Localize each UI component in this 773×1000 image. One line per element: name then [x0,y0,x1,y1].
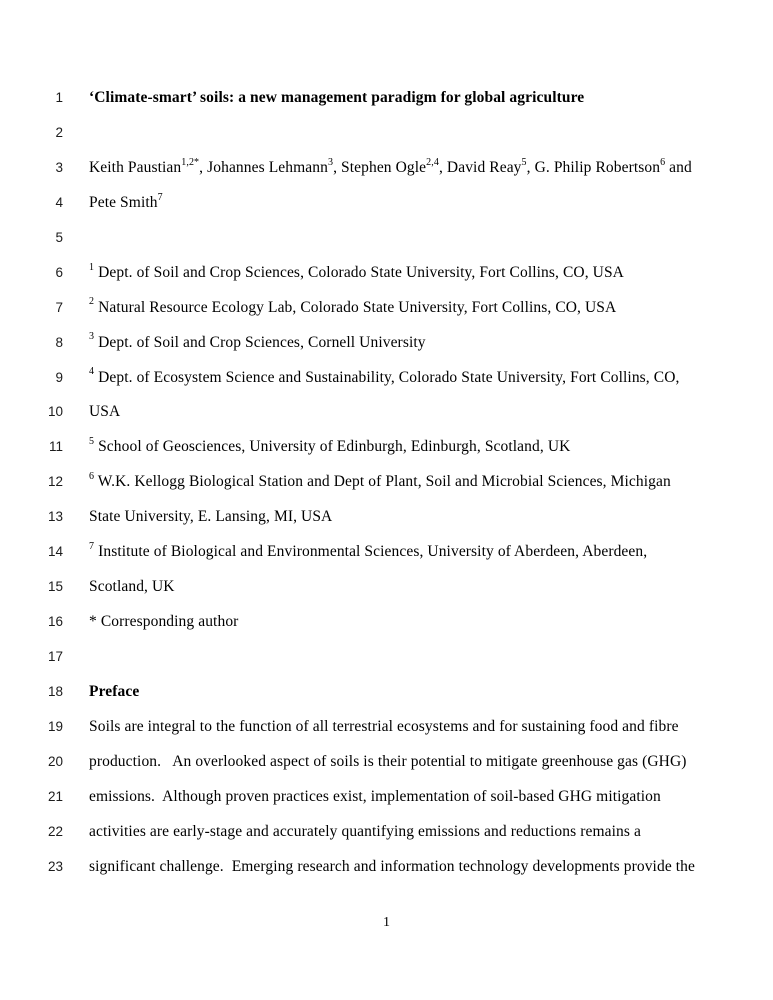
text-run: , David Reay [438,158,522,176]
line-text [89,326,426,361]
line-number: 1 [55,90,63,105]
line-number: 8 [55,334,63,350]
line-text [89,780,661,815]
line-number: 18 [47,683,63,699]
manuscript-line [0,500,773,535]
text-run: School of Geosciences, University of Edinburgh, Edinburgh, Scotland, UK [94,438,571,456]
manuscript-line [0,81,773,116]
superscript-run: 3 [327,156,334,168]
line-number: 16 [47,614,63,630]
text-run: ‘Climate-smart’ soils: a new management paradigm for global agriculture [89,89,585,106]
manuscript-line [0,116,773,151]
line-number: 3 [55,159,63,175]
line-text [89,815,641,850]
superscript-run: 1 [89,261,95,273]
superscript-run: 7 [89,541,95,553]
manuscript-line [0,221,773,256]
line-number: 19 [47,718,63,734]
manuscript-line [0,640,773,675]
manuscript-line [0,186,773,221]
superscript-run: 5 [521,156,527,168]
manuscript-line [0,430,773,465]
text-run: * Corresponding author [89,613,239,631]
text-run: USA [89,403,121,421]
line-number: 23 [47,858,63,874]
text-run: , Johannes Lehmann [199,158,328,176]
manuscript-line [0,256,773,291]
line-text [89,395,120,430]
manuscript-line [0,675,773,710]
text-run: Keith Paustian [89,158,182,176]
line-text [89,535,647,570]
line-text [89,605,238,640]
page-number: 1 [383,915,390,930]
line-text [89,500,332,535]
line-number: 17 [47,649,63,664]
manuscript-line [0,815,773,850]
line-number: 22 [47,823,63,839]
text-run: Dept. of Ecosystem Science and Sustainability, Colorado State University, Fort Collins, CO, [94,368,680,386]
manuscript-line [0,570,773,605]
text-run: Dept. of Soil and Crop Sciences, Cornell University [94,333,426,351]
line-number: 12 [47,474,63,490]
text-run: State University, E. Lansing, MI, USA [89,508,333,526]
manuscript-line [0,535,773,570]
line-number: 4 [55,194,63,210]
line-number: 15 [47,579,63,595]
manuscript-line [0,850,773,885]
manuscript-line [0,465,773,500]
text-run: Scotland, UK [89,578,175,596]
manuscript-line [0,361,773,396]
line-text [89,81,584,116]
text-run: Natural Resource Ecology Lab, Colorado State University, Fort Collins, CO, USA [94,298,617,316]
text-run: W.K. Kellogg Biological Station and Dept of Plant, Soil and Microbial Sciences, Michigan [94,473,671,491]
text-run: , Stephen Ogle [333,158,427,176]
line-text [89,151,692,186]
text-run: significant challenge. Emerging research and information technology developments provide the [89,857,696,875]
line-number: 5 [55,229,63,245]
manuscript-line [0,605,773,640]
line-number: 13 [47,509,63,525]
text-run: production. An overlooked aspect of soils is their potential to mitigate greenhouse gas (GHG) [89,752,687,770]
line-number: 10 [47,404,63,420]
line-number: 21 [47,788,63,804]
superscript-run: 7 [157,191,163,203]
text-run: Pete Smith [89,193,158,211]
line-text [89,710,679,745]
superscript-run: 5 [89,436,95,448]
line-text [89,430,570,465]
line-text [89,850,695,885]
line-number: 7 [55,299,63,315]
line-number: 11 [48,439,63,455]
manuscript-line [0,151,773,186]
text-run: and [665,158,692,176]
manuscript-line [0,745,773,780]
line-number: 20 [47,753,63,769]
manuscript-body [0,81,773,885]
superscript-run: 3 [89,331,95,343]
text-run: activities are early-stage and accurately quantifying emissions and reductions remains a [89,822,641,840]
text-run: emissions. Although proven practices exist, implementation of soil-based GHG mitigation [89,787,661,805]
line-number: 9 [55,369,63,385]
manuscript-line [0,291,773,326]
text-run: , G. Philip Robertson [526,158,661,176]
superscript-run: 4 [89,366,95,378]
superscript-run: 2,4 [426,156,439,168]
manuscript-line [0,395,773,430]
line-text [89,186,163,221]
line-number: 14 [47,544,63,560]
line-text [89,745,687,780]
line-text [89,291,616,326]
text-run: Institute of Biological and Environmental Sciences, University of Aberdeen, Aberdeen, [94,543,648,561]
text-run: Soils are integral to the function of all terrestrial ecosystems and for sustaining food and fibre [89,717,679,735]
line-text [89,361,679,396]
manuscript-line [0,780,773,815]
superscript-run: 6 [660,156,666,168]
text-run: Preface [89,682,140,700]
line-text [89,465,671,500]
line-number: 6 [55,264,63,280]
text-run: Dept. of Soil and Crop Sciences, Colorado State University, Fort Collins, CO, USA [94,263,624,281]
manuscript-line [0,326,773,361]
line-number: 2 [55,124,63,140]
manuscript-line [0,710,773,745]
line-text [89,675,139,710]
superscript-run: 6 [89,471,95,483]
superscript-run: 1,2* [181,156,200,168]
line-text [89,256,624,291]
superscript-run: 2 [89,296,95,308]
line-text [89,570,175,605]
